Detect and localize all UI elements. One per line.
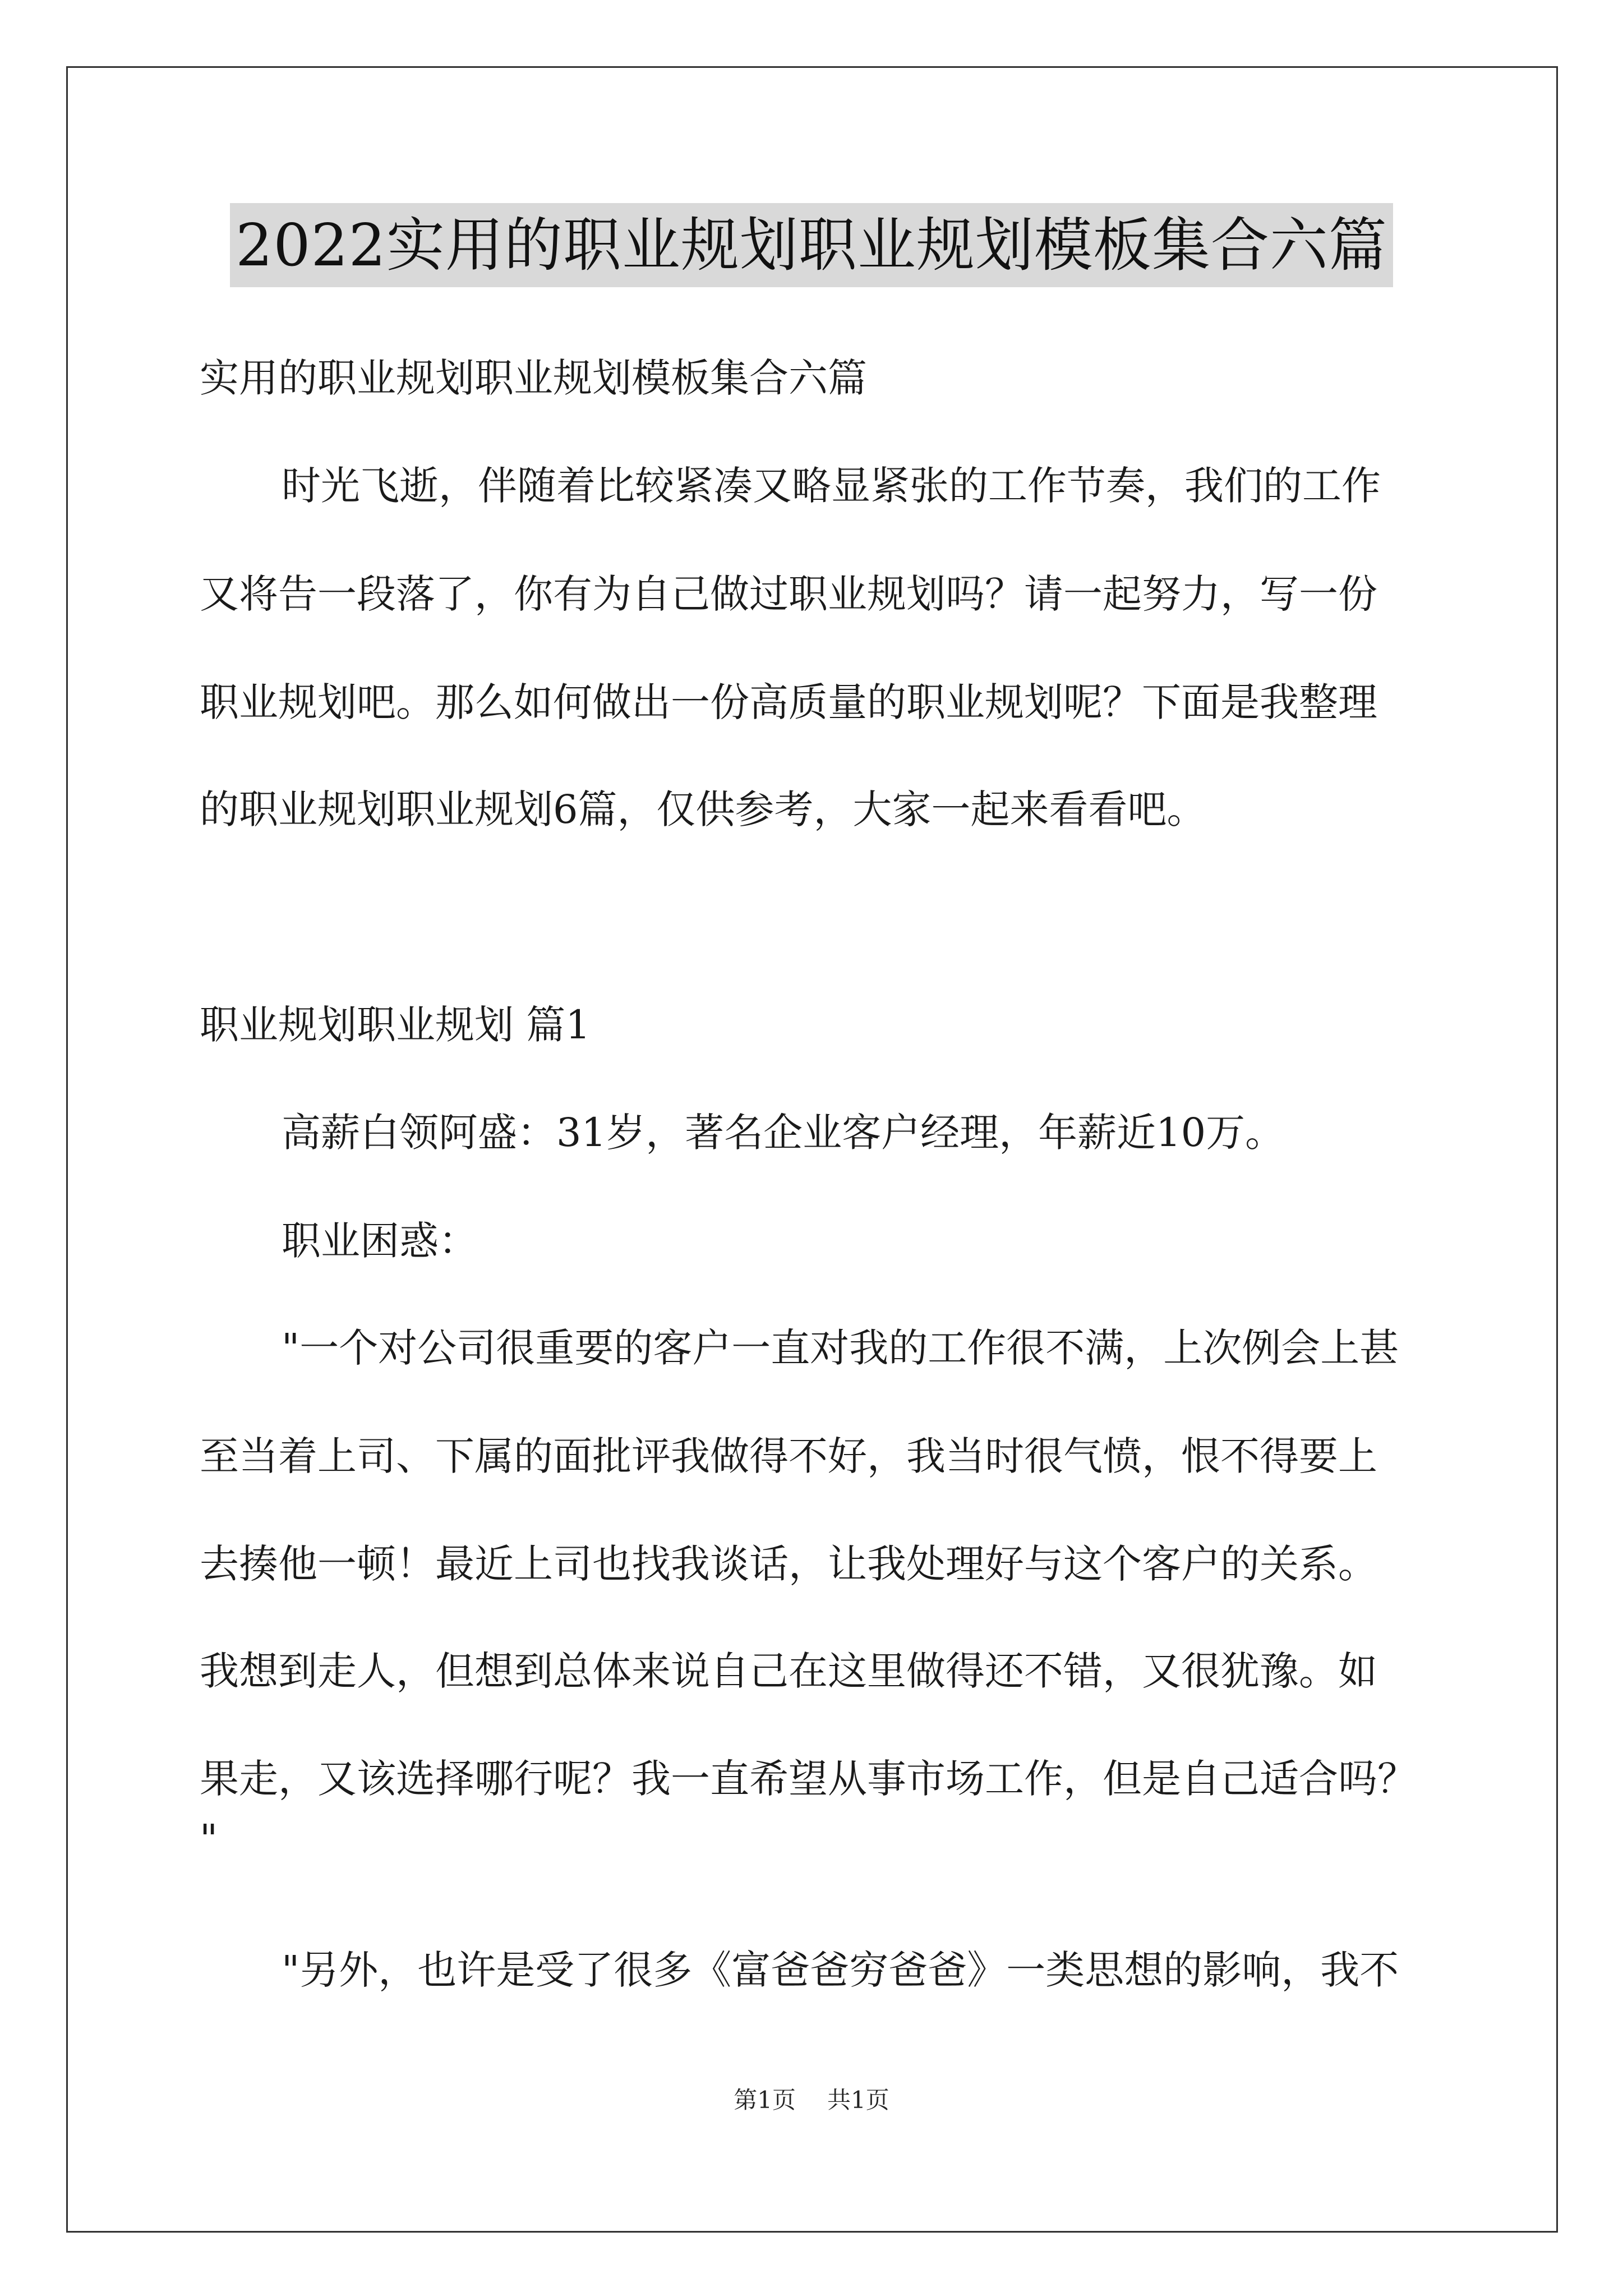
document-title: 2022实用的职业规划职业规划模板集合六篇: [230, 203, 1393, 287]
section-heading: 职业规划职业规划 篇1: [200, 1002, 591, 1048]
intro-line-4: 的职业规划职业规划6篇，仅供参考，大家一起来看看吧。: [200, 786, 1206, 832]
page-footer: [0, 2085, 1623, 2116]
section-line-7: 果走，又该选择哪行呢？我一直希望从事市场工作，但是自己适合吗？: [200, 1756, 1417, 1802]
section-line-9: "另外，也许是受了很多《富爸爸穷爸爸》一类思想的影响，我不: [282, 1947, 1399, 1993]
section-line-6: 我想到走人，但想到总体来说自己在这里做得还不错，又很犹豫。如: [200, 1648, 1377, 1694]
page-number: 第1页: [734, 2086, 796, 2114]
intro-line-2: 又将告一段落了，你有为自己做过职业规划吗？请一起努力，写一份: [200, 571, 1377, 617]
intro-line-3: 职业规划吧。那么如何做出一份高质量的职业规划呢？下面是我整理: [200, 679, 1377, 725]
section-line-8: ": [200, 1816, 218, 1862]
intro-line-1: 时光飞逝，伴随着比较紧凑又略显紧张的工作节奏，我们的工作: [282, 463, 1381, 509]
section-line-4: 至当着上司、下属的面批评我做得不好，我当时很气愤，恨不得要上: [200, 1433, 1377, 1479]
page-total: 共1页: [827, 2086, 889, 2114]
section-line-2: 职业困惑：: [282, 1218, 478, 1264]
section-line-5: 去揍他一顿！最近上司也找我谈话，让我处理好与这个客户的关系。: [200, 1541, 1377, 1587]
section-line-3: "一个对公司很重要的客户一直对我的工作很不满，上次例会上甚: [282, 1325, 1399, 1371]
document-subtitle: 实用的职业规划职业规划模板集合六篇: [200, 355, 867, 401]
section-line-1: 高薪白领阿盛：31岁，著名企业客户经理，年薪近10万。: [282, 1110, 1285, 1156]
title-container: [0, 203, 1623, 287]
